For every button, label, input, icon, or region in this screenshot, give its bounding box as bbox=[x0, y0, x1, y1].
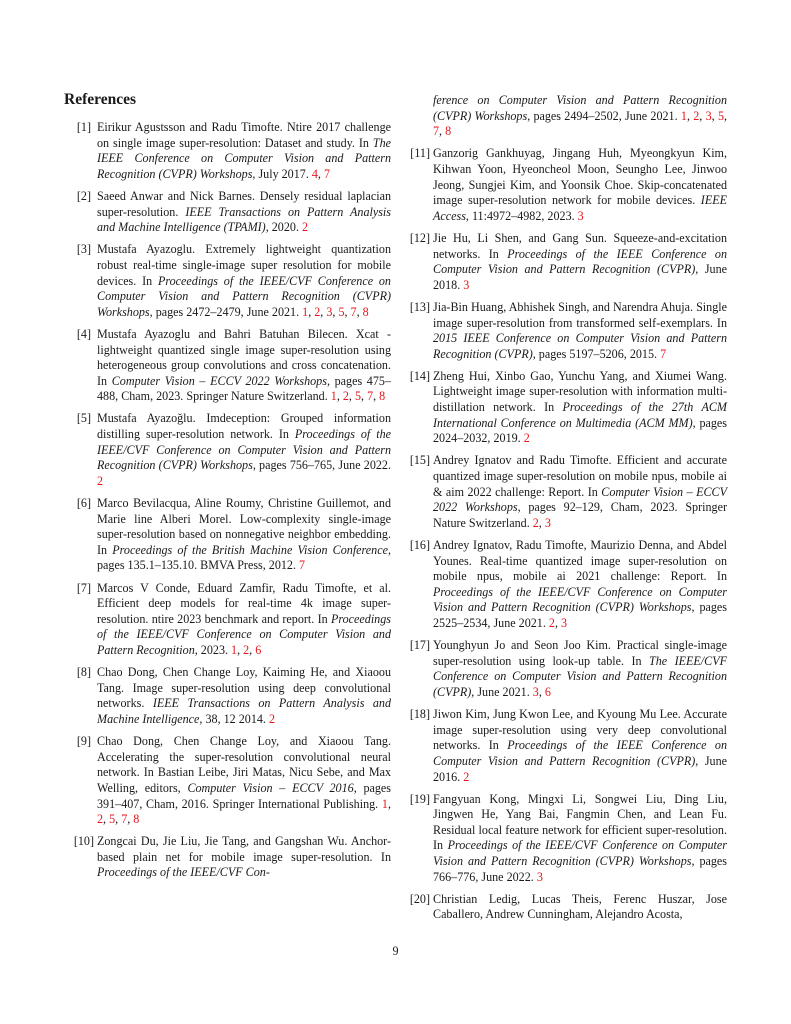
reference-text: , pages 135.1–135.10. BMVA Press, 2012. bbox=[97, 542, 391, 573]
reference-text: Jiwon Kim, Jung Kwon Lee, and Kyoung Mu Lee. Accurate image super-resolution using very deep convolutional networks. In bbox=[433, 707, 727, 753]
reference-entry bbox=[400, 369, 727, 447]
backref-link-page-2[interactable]: 2 bbox=[314, 304, 321, 319]
backref-link-page-2[interactable]: 2 bbox=[548, 615, 555, 630]
backref-link-page-3[interactable]: 3 bbox=[532, 684, 539, 699]
reference-venue: IEEE Transactions on Pattern Analysis and Machine Intelligence bbox=[97, 696, 391, 726]
reference-text: , June 2021. bbox=[471, 684, 533, 699]
reference-entry bbox=[64, 189, 391, 236]
reference-text: Ganzorig Gankhuyag, Jingang Huh, Myeongkyun Kim, Kihwan Yoon, Hyeoncheol Moon, Seungho Lee, Jinwoo Jeong, Sungjei Kim, and Yoonsik Choe. Skip-concatenated image super-resolution network for mobile devices. bbox=[433, 146, 727, 208]
reference-text: , 2023. bbox=[194, 642, 232, 657]
reference-number: [4] bbox=[76, 326, 91, 341]
backref-link-page-3[interactable]: 3 bbox=[544, 515, 551, 530]
reference-number: [2] bbox=[76, 188, 91, 203]
reference-number: [14] bbox=[409, 368, 430, 383]
backref-link-page-7[interactable]: 7 bbox=[660, 346, 667, 361]
backref-link-page-8[interactable]: 8 bbox=[133, 812, 140, 827]
reference-entry: [3] Mustafa Ayazoglu. Extremely lightweight quantization robust real-time single-image super resolution for mobile devices. In Proceedings of the IEEE/CVF Conference on Computer Vision and Pattern Recognition (CVPR) Workshops, pages 2472–2479, June 2021. 1, 2, 3, 5, 7, 8 bbox=[64, 242, 391, 320]
backref-link-page-1[interactable]: 1 bbox=[231, 642, 238, 657]
reference-entry bbox=[400, 300, 727, 362]
reference-number: [10] bbox=[73, 834, 94, 849]
backref-link-page-1[interactable]: 1 bbox=[381, 796, 388, 811]
reference-entry bbox=[64, 665, 391, 727]
reference-entry bbox=[400, 792, 727, 886]
reference-venue: Proceedings of the IEEE/CVF Conference on Computer Vision and Pattern Recognition (CVPR) Workshops bbox=[433, 584, 727, 615]
reference-number: [16] bbox=[409, 538, 430, 552]
reference-text: Andrey Ignatov and Radu Timofte. Efficient and accurate quantized image super-resolution on mobile npus, mobile ai & aim 2022 challenge: Report. In bbox=[433, 453, 727, 499]
backref-link-page-7[interactable]: 7 bbox=[121, 812, 128, 827]
reference-text: Mustafa Ayazoglu. Extremely lightweight quantization robust real-time single-image super resolution for mobile devices. In bbox=[97, 242, 391, 288]
reference-venue: Proceedings of the IEEE/CVF Conference on Computer Vision and Pattern Recognition (CVPR) Workshops bbox=[97, 427, 391, 473]
reference-text: Chao Dong, Chen Change Loy, and Xiaoou Tang. Accelerating the super-resolution convolutional neural network. In Bastian Leibe, Jiri Matas, Nicu Sebe, and Max Welling, editors, bbox=[97, 734, 391, 795]
backref-link-page-4[interactable]: 4 bbox=[311, 166, 318, 181]
backref-link-page-1[interactable]: 1 bbox=[680, 108, 687, 123]
backref-link-page-3[interactable]: 3 bbox=[561, 615, 568, 630]
reference-text: , June 2018. bbox=[433, 262, 728, 292]
reference-entry bbox=[400, 146, 727, 224]
reference-entry: [17] Younghyun Jo and Seon Joo Kim. Practical single-image super-resolution using look-up table. In The IEEE/CVF Conference on Computer Vision and Pattern Recognition (CVPR), June 2021. 3, 6 bbox=[400, 638, 727, 700]
reference-venue: The IEEE Conference on Computer Vision and Pattern Recognition (CVPR) Workshops bbox=[97, 135, 391, 181]
reference-venue: 2015 IEEE Conference on Computer Vision and Pattern Recognition (CVPR) bbox=[433, 331, 727, 361]
reference-number: [20] bbox=[409, 891, 430, 906]
reference-venue: Computer Vision – ECCV 2022 Workshops bbox=[433, 484, 727, 515]
backref-link-page-6[interactable]: 6 bbox=[544, 684, 551, 699]
reference-text: Saeed Anwar and Nick Barnes. Densely residual laplacian super-resolution. bbox=[97, 188, 391, 219]
reference-text: , pages 475–488, Cham, 2023. Springer Nature Switzerland. bbox=[97, 373, 391, 404]
reference-text: Younghyun Jo and Seon Joo Kim. Practical single-image super-resolution using look-up table. In bbox=[433, 638, 727, 668]
reference-number: [1] bbox=[76, 120, 91, 134]
backref-link-page-2[interactable]: 2 bbox=[523, 431, 530, 446]
reference-entry bbox=[64, 411, 391, 489]
reference-text: Zongcai Du, Jie Liu, Jie Tang, and Gangshan Wu. Anchor-based plain net for mobile image super-resolution. In bbox=[97, 834, 391, 864]
reference-text: , pages 2525–2534, June 2021. bbox=[433, 600, 727, 630]
backref-link-page-3[interactable]: 3 bbox=[326, 304, 333, 319]
backref-link-page-5[interactable]: 5 bbox=[717, 108, 724, 123]
backref-link-page-2[interactable]: 2 bbox=[268, 711, 276, 726]
backref-link-page-2[interactable]: 2 bbox=[342, 389, 349, 404]
reference-entry: [9] Chao Dong, Chen Change Loy, and Xiaoou Tang. Accelerating the super-resolution convolutional neural network. In Bastian Leibe, Jiri Matas, Nicu Sebe, and Max Welling, editors, Computer Vision – ECCV 2016, pages 391–407, Cham, 2016. Springer International Publishing. 1, 2, 5, 7, 8 bbox=[64, 734, 391, 828]
reference-number: [9] bbox=[76, 734, 91, 749]
backref-link-page-2[interactable]: 2 bbox=[463, 769, 470, 784]
references-left-column bbox=[64, 120, 391, 888]
reference-number: [15] bbox=[409, 453, 430, 468]
backref-link-page-5[interactable]: 5 bbox=[109, 812, 116, 827]
reference-number: [18] bbox=[409, 707, 430, 722]
reference-entry bbox=[64, 496, 391, 574]
reference-text: , 38, 12 2014. bbox=[199, 711, 269, 726]
reference-venue: Computer Vision – ECCV 2016 bbox=[187, 780, 354, 795]
reference-text: , pages 5197–5206, 2015. bbox=[532, 346, 661, 361]
reference-text: Eirikur Agustsson and Radu Timofte. Ntire 2017 challenge on single image super-resolution: Dataset and study. In bbox=[97, 120, 391, 150]
reference-venue: IEEE Transactions on Pattern Analysis and Machine Intelligence (TPAMI) bbox=[97, 204, 391, 235]
reference-entry: [4] Mustafa Ayazoglu and Bahri Batuhan Bilecen. Xcat - lightweight quantized single image super-resolution using heterogeneous group convolutions and cross concatenation. In Computer Vision – ECCV 2022 Workshops, pages 475–488, Cham, 2023. Springer Nature Switzerland. 1, 2, 5, 7, 8 bbox=[64, 327, 391, 405]
reference-venue: Proceedings of the IEEE/CVF Conference on Computer Vision and Pattern Recognition bbox=[97, 611, 391, 657]
reference-text: Fangyuan Kong, Mingxi Li, Songwei Liu, Ding Liu, Jingwen He, Yang Bai, Fangmin Chen, and Lean Fu. Residual local feature network for efficient super-resolution. In bbox=[433, 791, 727, 853]
reference-number: [12] bbox=[409, 230, 430, 245]
reference-venue: Proceedings of the IEEE/CVF Conference on Computer Vision and Pattern Recognition (CVPR) Workshops bbox=[97, 273, 391, 319]
backref-link-page-3[interactable]: 3 bbox=[705, 108, 712, 123]
reference-text: , pages 391–407, Cham, 2016. Springer International Publishing. bbox=[97, 780, 392, 811]
backref-link-page-3[interactable]: 3 bbox=[463, 277, 470, 292]
reference-venue: IEEE Access bbox=[433, 193, 727, 223]
reference-venue: ference on Computer Vision and Pattern Recognition (CVPR) Workshops bbox=[433, 93, 727, 123]
reference-number: [17] bbox=[409, 638, 430, 653]
backref-link-page-5[interactable]: 5 bbox=[338, 304, 345, 319]
section-title: References bbox=[64, 91, 137, 108]
reference-text: , pages 92–129, Cham, 2023. Springer Nature Switzerland. bbox=[433, 500, 727, 530]
reference-text: , 2020. bbox=[265, 220, 302, 235]
reference-text: , pages 2472–2479, June 2021. bbox=[149, 304, 303, 319]
reference-text: Jia-Bin Huang, Abhishek Singh, and Narendra Ahuja. Single image super-resolution from transformed self-exemplars. In bbox=[433, 299, 727, 330]
backref-link-page-3[interactable]: 3 bbox=[536, 869, 543, 884]
reference-text: Marcos V Conde, Eduard Zamfir, Radu Timofte, et al. Efficient deep models for real-time 4k image super-resolution. ntire 2023 benchmark and report. In bbox=[97, 580, 391, 626]
reference-text: Chao Dong, Chen Change Loy, Kaiming He, and Xiaoou Tang. Image super-resolution using deep convolutional networks. bbox=[97, 665, 391, 711]
reference-text: Christian Ledig, Lucas Theis, Ferenc Huszar, Jose Caballero, Andrew Cunningham, Alejandro Acosta, bbox=[433, 891, 727, 922]
reference-venue: Proceedings of the IEEE/CVF Conference on Computer Vision and Pattern Recognition (CVPR) Workshops bbox=[433, 838, 727, 869]
reference-venue: Proceedings of the IEEE Conference on Computer Vision and Pattern Recognition (CVPR) bbox=[433, 738, 727, 768]
reference-text: Zheng Hui, Xinbo Gao, Yunchu Yang, and Xiumei Wang. Lightweight image super-resolution with information multi-distillation network. In bbox=[433, 368, 727, 415]
reference-venue: Computer Vision – ECCV 2022 Workshops bbox=[111, 373, 327, 388]
reference-text: , pages 756–765, June 2022. bbox=[252, 458, 391, 473]
reference-text: Jie Hu, Li Shen, and Gang Sun. Squeeze-and-excitation networks. In bbox=[433, 230, 727, 261]
reference-text: , pages 2494–2502, June 2021. bbox=[527, 108, 681, 123]
reference-venue: Proceedings of the IEEE Conference on Computer Vision and Pattern Recognition (CVPR) bbox=[433, 246, 727, 277]
reference-text: , July 2017. bbox=[252, 166, 312, 181]
reference-text: , 11:4972–4982, 2023. bbox=[465, 208, 578, 223]
reference-text: Andrey Ignatov, Radu Timofte, Maurizio Denna, and Abdel Younes. Real-time quantized image super-resolution on mobile npus, mobile ai 2021 challenge: Report. In bbox=[433, 538, 727, 584]
backref-link-page-8[interactable]: 8 bbox=[379, 389, 386, 404]
backref-link-page-1[interactable]: 1 bbox=[330, 389, 337, 404]
reference-entry bbox=[400, 231, 727, 293]
reference-text: Mustafa Ayazoglu and Bahri Batuhan Bilecen. Xcat - lightweight quantized single image super-resolution using heterogeneous group convolutions and cross concatenation. In bbox=[97, 326, 391, 388]
backref-link-page-7[interactable]: 7 bbox=[323, 166, 331, 181]
backref-link-page-2[interactable]: 2 bbox=[301, 220, 309, 235]
reference-text: , June 2016. bbox=[433, 753, 728, 784]
reference-number: [5] bbox=[76, 411, 91, 426]
backref-link-page-1[interactable]: 1 bbox=[302, 304, 309, 319]
backref-link-page-2[interactable]: 2 bbox=[97, 812, 104, 827]
reference-entry: [7] Marcos V Conde, Eduard Zamfir, Radu Timofte, et al. Efficient deep models for real-time 4k image super-resolution. ntire 2023 benchmark and report. In Proceedings of the IEEE/CVF Conference on Computer Vision and Pattern Recognition, 2023. 1, 2, 6 bbox=[64, 581, 391, 659]
backref-link-page-8[interactable]: 8 bbox=[445, 124, 452, 139]
reference-number: [7] bbox=[76, 580, 91, 595]
reference-text: Marco Bevilacqua, Aline Roumy, Christine Guillemot, and Marie line Alberi Morel. Low-complexity single-image super-resolution based on nonnegative neighbor embedding. In bbox=[97, 496, 391, 557]
backref-link-page-7[interactable]: 7 bbox=[433, 124, 440, 139]
reference-number: [8] bbox=[76, 665, 91, 680]
reference-entry: [15] Andrey Ignatov and Radu Timofte. Efficient and accurate quantized image super-resolution on mobile npus, mobile ai & aim 2022 challenge: Report. In Computer Vision – ECCV 2022 Workshops, pages 92–129, Cham, 2023. Springer Nature Switzerland. 2, 3 bbox=[400, 453, 727, 531]
backref-link-page-5[interactable]: 5 bbox=[354, 389, 362, 404]
references-right-column bbox=[400, 93, 727, 930]
backref-link-page-6[interactable]: 6 bbox=[255, 642, 262, 657]
backref-link-page-2[interactable]: 2 bbox=[243, 642, 250, 657]
backref-link-page-7[interactable]: 7 bbox=[299, 558, 306, 573]
reference-text: , pages 2024–2032, 2019. bbox=[433, 415, 727, 446]
reference-text: , pages 766–776, June 2022. bbox=[433, 854, 727, 884]
backref-link-page-2[interactable]: 2 bbox=[97, 473, 104, 488]
page-number: 9 bbox=[392, 944, 399, 958]
reference-entry bbox=[400, 892, 727, 923]
reference-entry: [16] Andrey Ignatov, Radu Timofte, Maurizio Denna, and Abdel Younes. Real-time quantized image super-resolution on mobile npus, mobile ai 2021 challenge: Report. In Proceedings of the IEEE/CVF Conference on Computer Vision and Pattern Recognition (CVPR) Workshops, pages 2525–2534, June 2021. 2, 3 bbox=[400, 538, 727, 632]
reference-continuation: ference on Computer Vision and Pattern Recognition (CVPR) Workshops, pages 2494–2502, June 2021. 1, 2, 3, 5, 7, 8 bbox=[433, 93, 728, 139]
reference-venue: Proceedings of the IEEE/CVF Con- bbox=[97, 865, 270, 880]
reference-entry bbox=[400, 707, 727, 785]
reference-venue: Proceedings of the 27th ACM International Conference on Multimedia (ACM MM) bbox=[433, 400, 727, 430]
backref-link-page-2[interactable]: 2 bbox=[532, 515, 539, 530]
backref-link-page-7[interactable]: 7 bbox=[367, 389, 374, 404]
reference-number: [6] bbox=[76, 496, 91, 511]
reference-number: [11] bbox=[410, 146, 430, 161]
reference-venue: Proceedings of the British Machine Vision Conference bbox=[112, 542, 388, 557]
reference-text: Mustafa Ayazoğlu. Imdeception: Grouped information distilling super-resolution network. In bbox=[97, 411, 391, 442]
reference-venue: The IEEE/CVF Conference on Computer Vision and Pattern Recognition (CVPR) bbox=[433, 653, 727, 699]
reference-entry bbox=[64, 834, 391, 881]
reference-number: [3] bbox=[76, 242, 91, 257]
backref-link-page-3[interactable]: 3 bbox=[577, 208, 584, 223]
backref-link-page-2[interactable]: 2 bbox=[693, 108, 700, 123]
reference-entry: [1] Eirikur Agustsson and Radu Timofte. Ntire 2017 challenge on single image super-resolution: Dataset and study. In The IEEE Conference on Computer Vision and Pattern Recognition (CVPR) Workshops, July 2017. 4, 7 bbox=[64, 120, 391, 182]
reference-number: [13] bbox=[409, 299, 430, 314]
backref-link-page-8[interactable]: 8 bbox=[362, 304, 369, 319]
reference-number: [19] bbox=[409, 791, 430, 806]
backref-link-page-7[interactable]: 7 bbox=[350, 304, 357, 319]
